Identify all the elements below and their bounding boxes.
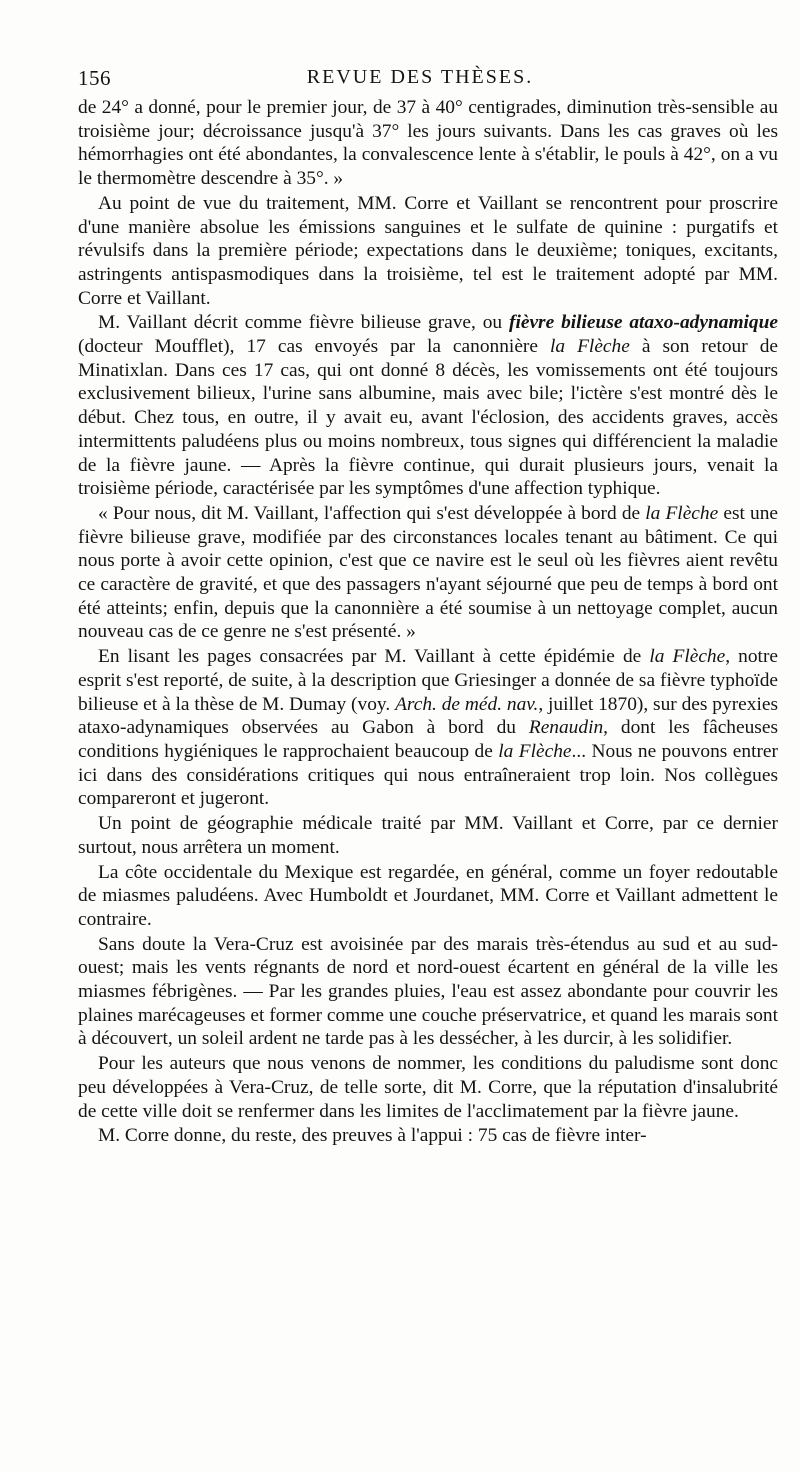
- paragraph: [78, 861, 778, 932]
- paragraph: [78, 96, 778, 191]
- text-run: , juillet 1870), sur des pyrexies ataxo-adynamiques observées au Gabon à bord du: [78, 693, 778, 739]
- emphasis-text: la Flèche: [649, 646, 726, 668]
- text-run: En lisant les pages consacrées par M. Vaillant à cette épidémie de: [98, 646, 650, 668]
- text-run: M. Corre donne, du reste, des preuves à l'appui : 75 cas de fièvre inter-: [98, 1125, 647, 1147]
- paragraph: [78, 812, 778, 859]
- emphasis-text: Renaudin: [528, 717, 604, 739]
- text-run: « Pour nous, dit M. Vaillant, l'affection qui s'est développée à bord de: [98, 502, 646, 524]
- text-run: (docteur Moufflet), 17 cas envoyés par la canonnière: [78, 336, 550, 358]
- text-run: M. Vaillant décrit comme fièvre bilieuse grave, ou: [98, 312, 509, 334]
- paragraph: [78, 311, 778, 501]
- paragraph: [78, 645, 778, 811]
- text-run: Sans doute la Vera-Cruz est avoisinée par des marais très-étendus au sud et au sud-ouest; mais les vents régnants de nord et nord-ouest écartent en général de la ville les miasmes fébrigènes. — Par les grandes pluies, l'eau est assez abondante pour couvrir les plaines marécageuses et former comme une couche préservatrice, et quand les marais sont à découvert, un soleil ardent ne tarde pas à les dessécher, à les durcir, à les solidifier.: [78, 933, 778, 1050]
- emphasis-text: la Flèche: [645, 502, 719, 524]
- text-run: à son retour de Minatixlan. Dans ces 17 cas, qui ont donné 8 décès, les vomissements ont été toujours exclusivement bilieux, l'urine sans albumine, mais avec bile; l'ictère s'est montré dès le début. Chez tous, en outre, il y avait eu, avant l'éclosion, des accidents graves, accès intermittents paludéens plus ou moins nombreux, tous signes qui différencient la maladie de la fièvre jaune. — Après la fièvre continue, qui durait plusieurs jours, venait la troisième période, caractérisée par les symptômes d'une affection typhique.: [78, 336, 778, 500]
- paragraph: [78, 192, 778, 311]
- text-run: Au point de vue du traitement, MM. Corre et Vaillant se rencontrent pour proscrire d'une manière absolue les émissions sanguines et le sulfate de quinine : purgatifs et révulsifs dans la première période; expectations dans le deuxième; toniques, excitants, astringents antispasmodiques dans la troisième, tel est le traitement adopté par MM. Corre et Vaillant.: [78, 192, 778, 309]
- text-run: , notre esprit s'est reporté, de suite, à la description que Griesinger a donnée de sa fièvre typhoïde bilieuse et à la thèse de M. Dumay (voy.: [78, 646, 779, 715]
- text-run: Pour les auteurs que nous venons de nommer, les conditions du paludisme sont donc peu développées à Vera-Cruz, de telle sorte, dit M. Corre, que la réputation d'insalubrité de cette ville doit se renfermer dans les limites de l'acclimatement par la fièvre jaune.: [78, 1053, 778, 1122]
- text-run: de 24° a donné, pour le premier jour, de 37 à 40° centigrades, diminution très-sensible au troisième jour; décroissance jusqu'à 37° les jours suivants. Dans les cas graves où les hémorrhagies ont été abondantes, la convalescence lente à s'établir, le pouls à 42°, on a vu le thermomètre descendre à 35°. »: [78, 97, 778, 190]
- emphasis-text: fièvre bilieuse ataxo-adynamique: [509, 312, 778, 334]
- text-run: Un point de géographie médicale traité par MM. Vaillant et Corre, par ce dernier surtout, nous arrêtera un moment.: [78, 813, 778, 858]
- text-run: , dont les fâcheuses conditions hygiéniques le rapprochaient beaucoup de: [78, 717, 779, 762]
- paragraph: [78, 1124, 778, 1148]
- running-title: REVUE DES THÈSES.: [306, 66, 534, 88]
- text-run: La côte occidentale du Mexique est regardée, en général, comme un foyer redoutable de miasmes paludéens. Avec Humboldt et Jourdanet, MM. Corre et Vaillant admettent le contraire.: [78, 861, 778, 930]
- text-run: ... Nous ne pouvons entrer ici dans des considérations critiques qui nous entraîneraient trop loin. Nos collègues compareront et jugeront.: [78, 740, 778, 810]
- page-number: 156: [78, 66, 111, 90]
- emphasis-text: la Flèche: [498, 740, 572, 762]
- paragraph: [78, 1052, 778, 1123]
- emphasis-text: la Flèche: [550, 336, 630, 358]
- paragraph: [78, 502, 778, 644]
- body-text: [78, 96, 778, 1148]
- emphasis-text: Arch. de méd. nav.: [395, 693, 539, 715]
- paragraph: [78, 933, 778, 1052]
- text-run: est une fièvre bilieuse grave, modifiée par des circonstances locales tenant au bâtiment. Ce qui nous porte à avoir cette opinion, c'est que ce navire est le seul où les fièvres aient revêtu ce caractère de gravité, et que des passagers n'ayant séjourné que peu de temps à bord ont été atteints; enfin, depuis que la canonnière a été soumise à un nettoyage complet, aucun nouveau cas de ce genre ne s'est présenté. »: [78, 502, 778, 643]
